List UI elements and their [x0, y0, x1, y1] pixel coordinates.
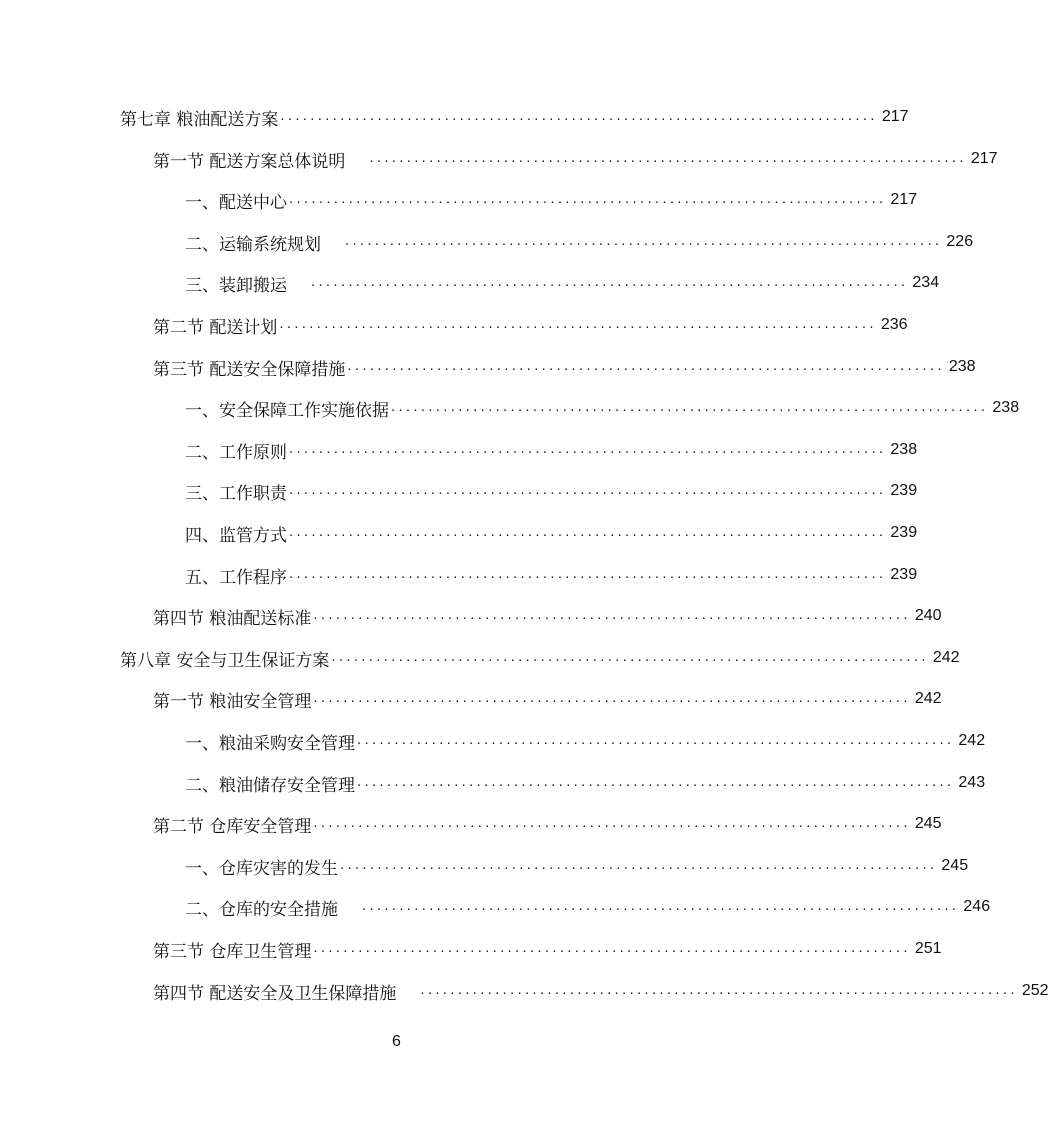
dot-leader: ................................................................................ — [289, 522, 887, 540]
dot-leader: ................................................................................ — [391, 397, 989, 415]
toc-entry-page: 234 — [912, 274, 940, 291]
toc-entry-title: 第四节 粮油配送标准 — [153, 608, 312, 629]
toc-entry[interactable] — [153, 979, 1049, 1004]
dot-leader: ................................................................................ — [313, 813, 911, 831]
toc-entry[interactable] — [185, 271, 940, 296]
dot-leader: ................................................................................ — [357, 730, 955, 748]
toc-entry[interactable] — [153, 313, 908, 338]
toc-entry-page: 238 — [890, 441, 918, 458]
dot-leader: ................................................................................ — [357, 772, 955, 790]
toc-entry-page: 217 — [970, 150, 998, 167]
toc-entry-page: 239 — [890, 482, 918, 499]
toc-entry-title: 三、装卸搬运 — [185, 275, 287, 296]
toc-entry[interactable] — [153, 687, 942, 712]
toc-entry-page: 240 — [914, 607, 942, 624]
toc-entry-title: 第一节 配送方案总体说明 — [153, 151, 346, 172]
toc-entry[interactable] — [153, 937, 942, 962]
toc-entry-title: 第二节 配送计划 — [153, 317, 278, 338]
toc-entry-page: 217 — [890, 191, 918, 208]
page-number: 6 — [392, 1033, 401, 1050]
toc-entry-title: 一、安全保障工作实施依据 — [185, 400, 389, 421]
toc-entry-title: 二、仓库的安全措施 — [185, 899, 338, 920]
toc-entry[interactable] — [185, 188, 918, 213]
toc-entry-title: 第四节 配送安全及卫生保障措施 — [153, 983, 397, 1004]
toc-entry-page: 242 — [958, 732, 986, 749]
toc-entry-title: 第三节 仓库卫生管理 — [153, 941, 312, 962]
toc-entry-page: 239 — [890, 566, 918, 583]
toc-entry[interactable] — [185, 729, 986, 754]
toc-entry[interactable] — [185, 230, 974, 255]
toc-entry-page: 242 — [914, 690, 942, 707]
dot-leader: ................................................................................ — [340, 855, 938, 873]
dot-leader: ................................................................................ — [289, 564, 887, 582]
toc-entry-page: 217 — [881, 108, 909, 125]
toc-entry-page: 245 — [914, 815, 942, 832]
toc-entry-page: 251 — [914, 940, 942, 957]
toc-entry[interactable] — [185, 771, 986, 796]
dot-leader: ................................................................................ — [289, 189, 887, 207]
toc-entry[interactable] — [120, 646, 960, 671]
toc-entry[interactable] — [185, 396, 1020, 421]
toc-entry[interactable] — [185, 563, 918, 588]
toc-entry[interactable] — [185, 895, 991, 920]
toc-entry-title: 第八章 安全与卫生保证方案 — [120, 650, 330, 671]
toc-entry[interactable] — [153, 604, 942, 629]
toc-entry[interactable] — [153, 355, 976, 380]
toc-entry[interactable] — [185, 854, 969, 879]
toc-entry-page: 245 — [941, 857, 969, 874]
dot-leader: ................................................................................ — [345, 231, 943, 249]
dot-leader: ................................................................................ — [347, 356, 945, 374]
dot-leader: ................................................................................ — [313, 688, 911, 706]
dot-leader: ................................................................................ — [311, 272, 909, 290]
toc-entry-page: 239 — [890, 524, 918, 541]
dot-leader: ................................................................................ — [313, 938, 911, 956]
toc-entry-title: 三、工作职责 — [185, 483, 287, 504]
toc-entry[interactable] — [120, 105, 909, 130]
toc-entry-title: 二、运输系统规划 — [185, 234, 321, 255]
toc-entry[interactable] — [185, 438, 918, 463]
toc-entry[interactable] — [153, 147, 998, 172]
dot-leader: ................................................................................ — [420, 980, 1018, 998]
dot-leader: ................................................................................ — [331, 647, 929, 665]
dot-leader: ................................................................................ — [289, 480, 887, 498]
toc-entry-page: 226 — [946, 233, 974, 250]
toc-entry-page: 246 — [963, 898, 991, 915]
toc-entry-title: 二、工作原则 — [185, 442, 287, 463]
toc-entry-title: 五、工作程序 — [185, 567, 287, 588]
toc-entry-title: 第一节 粮油安全管理 — [153, 691, 312, 712]
toc-entry-title: 第七章 粮油配送方案 — [120, 109, 279, 130]
toc-entry[interactable] — [185, 521, 918, 546]
dot-leader: ................................................................................ — [289, 439, 887, 457]
toc-entry-title: 第二节 仓库安全管理 — [153, 816, 312, 837]
toc-entry-title: 四、监管方式 — [185, 525, 287, 546]
toc-entry-page: 252 — [1021, 982, 1049, 999]
dot-leader: ................................................................................ — [369, 148, 967, 166]
toc-entry-page: 238 — [948, 358, 976, 375]
toc-entry-page: 242 — [932, 649, 960, 666]
toc-entry-title: 一、配送中心 — [185, 192, 287, 213]
dot-leader: ................................................................................ — [362, 896, 960, 914]
toc-entry-title: 一、仓库灾害的发生 — [185, 858, 338, 879]
toc-entry-title: 一、粮油采购安全管理 — [185, 733, 355, 754]
toc-entry[interactable] — [153, 812, 942, 837]
dot-leader: ................................................................................ — [280, 106, 878, 124]
toc-entry[interactable] — [185, 479, 918, 504]
toc-entry-page: 238 — [992, 399, 1020, 416]
toc-entry-title: 二、粮油储存安全管理 — [185, 775, 355, 796]
toc-entry-page: 236 — [880, 316, 908, 333]
toc-entry-title: 第三节 配送安全保障措施 — [153, 359, 346, 380]
dot-leader: ................................................................................ — [279, 314, 877, 332]
dot-leader: ................................................................................ — [313, 605, 911, 623]
toc-entry-page: 243 — [958, 774, 986, 791]
